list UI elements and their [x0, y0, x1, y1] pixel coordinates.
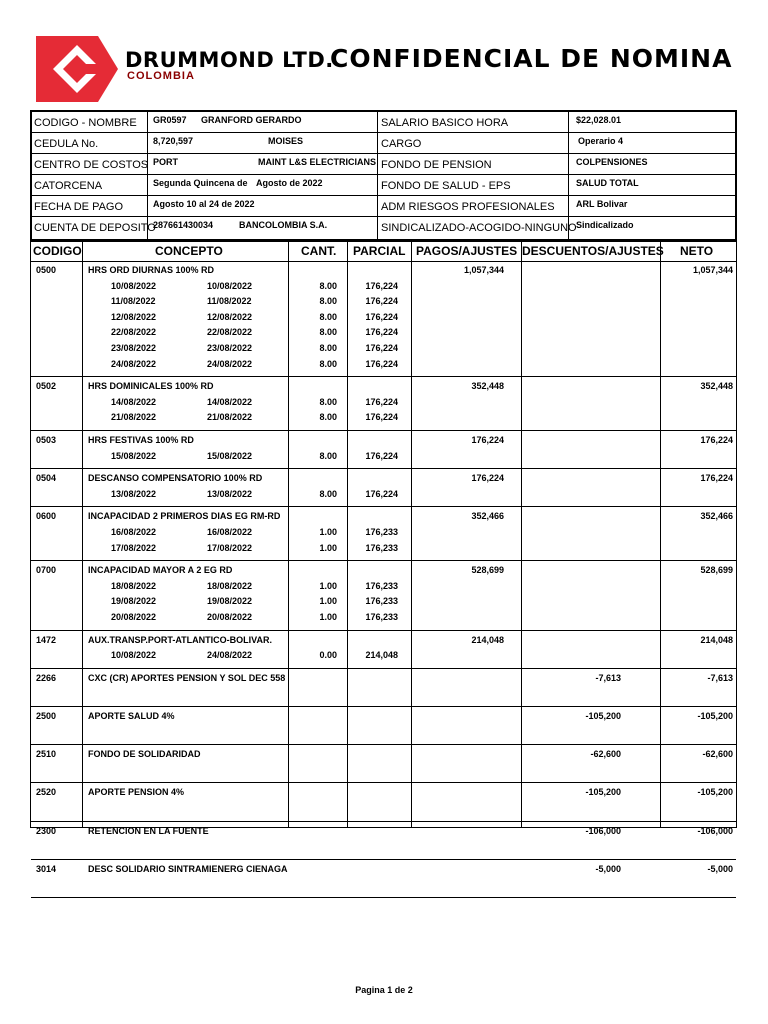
line-cant: 8.00 — [319, 327, 337, 338]
line-cant: 8.00 — [319, 343, 337, 353]
row-neto: 214,048 — [700, 634, 733, 645]
cedula-value: 8,720,597 — [153, 136, 194, 146]
cuenta-extra: BANCOLOMBIA S.A. — [239, 220, 328, 230]
row-separator — [31, 897, 736, 898]
salario-value: $22,028.01 — [576, 115, 622, 125]
centro-value: PORT — [153, 157, 179, 167]
codigo-value: GR0597 — [153, 115, 187, 125]
line-hasta: 22/08/2022 — [207, 327, 253, 338]
row-concepto: APORTE SALUD 4% — [88, 711, 175, 721]
line-parcial: 176,224 — [365, 280, 398, 291]
line-desde: 22/08/2022 — [111, 327, 157, 338]
row-neto: -105,200 — [697, 711, 733, 721]
row-separator — [31, 560, 736, 561]
row-concepto: INCAPACIDAD MAYOR A 2 EG RD — [88, 565, 233, 576]
company-name: DRUMMOND LTD. — [125, 48, 334, 72]
pension-value: COLPENSIONES — [576, 157, 648, 167]
line-cant: 8.00 — [319, 488, 337, 499]
row-neto: -105,200 — [697, 787, 733, 798]
line-hasta: 12/08/2022 — [207, 311, 253, 322]
col-header-descuentos: DESCUENTOS/AJUSTES — [522, 244, 664, 258]
row-neto: -106,000 — [697, 825, 733, 836]
row-codigo: 0503 — [36, 435, 57, 445]
line-desde: 16/08/2022 — [111, 527, 157, 537]
row-descuentos: -105,200 — [585, 787, 621, 798]
col-header-codigo: CODIGO — [33, 244, 82, 258]
fecha-label: FECHA DE PAGO — [34, 201, 124, 213]
line-hasta: 17/08/2022 — [207, 542, 253, 553]
line-hasta: 16/08/2022 — [207, 527, 253, 537]
line-cant: 8.00 — [319, 296, 337, 307]
info-row-catorcena — [32, 175, 735, 196]
line-desde: 13/08/2022 — [111, 488, 157, 499]
row-concepto: DESCANSO COMPENSATORIO 100% RD — [88, 473, 263, 484]
info-row-fecha — [32, 196, 735, 217]
row-codigo: 1472 — [36, 634, 57, 645]
company-country: COLOMBIA — [127, 70, 195, 82]
info-row-codigo — [32, 112, 735, 133]
line-desde: 10/08/2022 — [111, 650, 157, 661]
catorcena-label: CATORCENA — [34, 180, 103, 192]
cuenta-value: 287661430034 — [153, 220, 214, 230]
fecha-value: Agosto 10 al 24 de 2022 — [153, 199, 255, 209]
row-pagos: 214,048 — [471, 634, 504, 645]
centro-extra: MAINT L&S ELECTRICIANS — [258, 157, 376, 167]
line-cant: 8.00 — [319, 450, 337, 461]
cargo-value: Operario 4 — [578, 136, 624, 146]
row-neto: 176,224 — [700, 473, 733, 484]
col-header-neto: NETO — [680, 244, 714, 258]
row-descuentos: -62,600 — [590, 749, 621, 760]
line-desde: 12/08/2022 — [111, 311, 157, 322]
row-concepto: APORTE PENSION 4% — [88, 787, 185, 798]
line-hasta: 21/08/2022 — [207, 412, 253, 423]
line-parcial: 176,224 — [365, 488, 398, 499]
row-codigo: 3014 — [36, 863, 57, 874]
line-cant: 8.00 — [319, 280, 337, 291]
line-desde: 14/08/2022 — [111, 396, 157, 407]
line-parcial: 176,224 — [365, 450, 398, 461]
col-header-concepto: CONCEPTO — [155, 244, 223, 258]
salud-value: SALUD TOTAL — [576, 178, 639, 188]
line-hasta: 24/08/2022 — [207, 358, 253, 369]
line-desde: 11/08/2022 — [111, 296, 156, 307]
row-pagos: 176,224 — [471, 435, 504, 445]
line-cant: 1.00 — [319, 596, 337, 607]
line-desde: 15/08/2022 — [111, 450, 157, 461]
col-header-parcial: PARCIAL — [353, 244, 406, 258]
row-separator — [31, 468, 736, 469]
col-header-pagos: PAGOS/AJUSTES — [416, 244, 518, 258]
row-codigo: 0504 — [36, 473, 57, 484]
line-parcial: 176,233 — [365, 612, 398, 622]
page-number: Pagina 1 de 2 — [355, 985, 413, 995]
employee-info-box — [30, 110, 737, 241]
line-parcial: 176,224 — [365, 296, 398, 307]
line-hasta: 10/08/2022 — [207, 280, 253, 291]
row-pagos: 352,466 — [471, 511, 504, 522]
row-codigo: 0700 — [36, 565, 57, 576]
row-pagos: 528,699 — [471, 565, 504, 576]
line-cant: 8.00 — [319, 358, 337, 369]
info-row-cuenta — [32, 217, 735, 238]
line-cant: 1.00 — [319, 542, 337, 553]
line-desde: 21/08/2022 — [111, 412, 157, 423]
row-descuentos: -7,613 — [595, 672, 621, 683]
line-hasta: 15/08/2022 — [207, 450, 253, 461]
row-descuentos: -5,000 — [595, 863, 621, 874]
riesgos-value: ARL Bolivar — [576, 199, 628, 209]
line-hasta: 18/08/2022 — [207, 580, 253, 591]
row-neto: -5,000 — [707, 863, 733, 874]
line-desde: 10/08/2022 — [111, 280, 157, 291]
col-header-cant: CANT. — [301, 244, 337, 258]
payroll-table — [30, 241, 737, 874]
pension-label: FONDO DE PENSION — [381, 159, 492, 171]
line-hasta: 20/08/2022 — [207, 612, 253, 622]
line-hasta: 14/08/2022 — [207, 396, 253, 407]
line-parcial: 214,048 — [365, 650, 398, 661]
row-codigo: 2520 — [36, 787, 57, 798]
row-concepto: FONDO DE SOLIDARIDAD — [88, 749, 201, 760]
line-parcial: 176,224 — [365, 396, 398, 407]
row-codigo: 0500 — [36, 265, 57, 275]
row-pagos: 352,448 — [471, 381, 504, 392]
line-cant: 8.00 — [319, 412, 337, 423]
catorcena-extra: Agosto de 2022 — [256, 178, 323, 188]
row-separator — [31, 706, 736, 707]
drummond-logo — [36, 36, 118, 102]
row-codigo: 2500 — [36, 711, 57, 721]
line-hasta: 19/08/2022 — [207, 596, 253, 607]
line-desde: 18/08/2022 — [111, 580, 157, 591]
line-cant: 0.00 — [319, 650, 337, 661]
line-cant: 1.00 — [319, 612, 337, 622]
document-title: CONFIDENCIAL DE NOMINA — [330, 44, 733, 73]
line-desde: 17/08/2022 — [111, 542, 157, 553]
line-desde: 24/08/2022 — [111, 358, 157, 369]
row-neto: 176,224 — [700, 435, 733, 445]
line-cant: 1.00 — [319, 580, 337, 591]
line-hasta: 11/08/2022 — [207, 296, 252, 307]
line-cant: 8.00 — [319, 396, 337, 407]
row-pagos: 176,224 — [471, 473, 504, 484]
row-separator — [31, 821, 736, 822]
line-desde: 20/08/2022 — [111, 612, 157, 622]
row-concepto: INCAPACIDAD 2 PRIMEROS DIAS EG RM-RD — [88, 511, 281, 522]
row-codigo: 2510 — [36, 749, 57, 760]
line-desde: 23/08/2022 — [111, 343, 157, 353]
row-concepto: CXC (CR) APORTES PENSION Y SOL DEC 558 — [88, 672, 286, 683]
salario-label: SALARIO BASICO HORA — [381, 117, 509, 129]
row-separator — [31, 782, 736, 783]
nombre-value: GRANFORD GERARDO — [201, 115, 302, 125]
salud-label: FONDO DE SALUD - EPS — [381, 180, 511, 192]
info-row-cedula — [32, 133, 735, 154]
row-neto: 528,699 — [700, 565, 733, 576]
line-hasta: 23/08/2022 — [207, 343, 253, 353]
row-separator — [31, 430, 736, 431]
row-pagos: 1,057,344 — [463, 265, 504, 275]
row-neto: -7,613 — [707, 672, 733, 683]
row-concepto: HRS DOMINICALES 100% RD — [88, 381, 214, 392]
line-hasta: 13/08/2022 — [207, 488, 253, 499]
row-descuentos: -105,200 — [585, 711, 621, 721]
catorcena-value: Segunda Quincena de — [153, 178, 248, 188]
line-parcial: 176,233 — [365, 542, 398, 553]
row-separator — [31, 376, 736, 377]
sindicalizado-label: SINDICALIZADO-ACOGIDO-NINGUNO — [381, 222, 577, 234]
line-parcial: 176,233 — [365, 580, 398, 591]
line-parcial: 176,233 — [365, 596, 398, 607]
row-codigo: 0502 — [36, 381, 57, 392]
info-row-centro — [32, 154, 735, 175]
line-parcial: 176,224 — [365, 311, 398, 322]
row-neto: -62,600 — [702, 749, 733, 760]
row-separator — [31, 506, 736, 507]
row-neto: 352,466 — [700, 511, 733, 522]
codigo-label: CODIGO - NOMBRE — [34, 117, 137, 129]
row-concepto: HRS ORD DIURNAS 100% RD — [88, 265, 215, 275]
line-parcial: 176,233 — [365, 527, 398, 537]
row-separator — [31, 630, 736, 631]
row-concepto: HRS FESTIVAS 100% RD — [88, 435, 194, 445]
line-parcial: 176,224 — [365, 358, 398, 369]
row-separator — [31, 859, 736, 860]
centro-label: CENTRO DE COSTOS — [34, 159, 149, 171]
row-neto: 352,448 — [700, 381, 733, 392]
line-hasta: 24/08/2022 — [207, 650, 253, 661]
cuenta-label: CUENTA DE DEPOSITO — [34, 222, 156, 234]
row-concepto: RETENCION EN LA FUENTE — [88, 825, 209, 836]
row-separator — [31, 744, 736, 745]
line-parcial: 176,224 — [365, 327, 398, 338]
row-neto: 1,057,344 — [692, 265, 733, 275]
cedula-label: CEDULA No. — [34, 138, 99, 150]
line-cant: 8.00 — [319, 311, 337, 322]
row-concepto: AUX.TRANSP.PORT-ATLANTICO-BOLIVAR. — [88, 634, 272, 645]
line-parcial: 176,224 — [365, 343, 398, 353]
row-separator — [31, 668, 736, 669]
row-concepto: DESC SOLIDARIO SINTRAMIENERG CIENAGA — [88, 863, 288, 874]
row-codigo: 2266 — [36, 672, 57, 683]
row-codigo: 2300 — [36, 825, 57, 836]
line-parcial: 176,224 — [365, 412, 398, 423]
row-descuentos: -106,000 — [585, 825, 621, 836]
row-codigo: 0600 — [36, 511, 57, 522]
cedula-extra: MOISES — [268, 136, 304, 146]
cargo-label: CARGO — [381, 138, 422, 150]
sindicalizado-value: Sindicalizado — [576, 220, 634, 230]
line-cant: 1.00 — [319, 527, 337, 537]
riesgos-label: ADM RIESGOS PROFESIONALES — [381, 201, 555, 213]
line-desde: 19/08/2022 — [111, 596, 157, 607]
